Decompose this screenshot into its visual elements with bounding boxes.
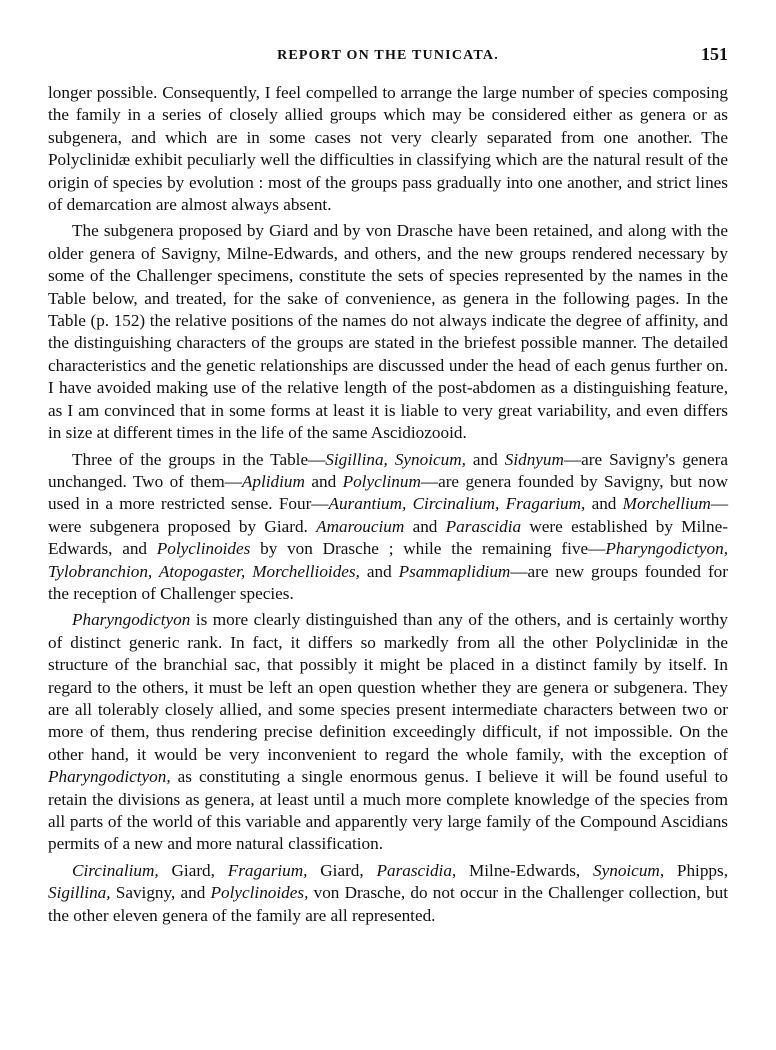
text-run: —are Savigny's genera unchanged. Two of them— [48, 449, 729, 491]
paragraph-3 [48, 449, 728, 606]
italic-taxon-name: Synoicum, [593, 860, 665, 880]
italic-taxon-name: Polyclinum [342, 471, 421, 491]
text-run: Giard, [158, 860, 228, 880]
italic-taxon-name: Polyclinoides, [210, 883, 309, 903]
running-header [48, 44, 728, 68]
running-title: REPORT ON THE TUNICATA. [277, 48, 499, 63]
text-run: is more clearly distinguished than any of the others, and is certainly worthy of distinct generic rank. In fact, it differs so markedly from all the other Polyclinidæ in the structure of the branchial sac, that possibly it might be placed in a distinct family by itself. In regard to the others, it must be left an open question whether they are genera or subgenera. They are all tolerably closely allied, and some species present intermediate characters between two or more of them, thus rendering precise definition exceedingly difficult, if not impossible. On the other hand, it would be very inconvenient to regard the whole family, with the exception of [48, 610, 728, 764]
italic-taxon-name: Pharyngodictyon, [48, 767, 171, 787]
text-run: —are new groups founded for the reception of Challenger species. [48, 561, 728, 603]
italic-taxon-name: Morchellium [622, 494, 711, 514]
italic-taxon-name: Pharyngodictyon, Tylobranchion, Atopogaster, Morchellioides, [48, 539, 728, 581]
paragraph-2 [48, 220, 728, 444]
text-run: and [404, 516, 446, 536]
italic-taxon-name: Parascidia [445, 516, 522, 536]
text-run: Phipps, [664, 860, 729, 880]
text-run: by von Drasche ; while the remaining five— [250, 539, 606, 559]
text-run: as constituting a single enormous genus. I believe it will be found useful to retain the divisions as genera, at least until a much more complete knowledge of the species from all parts of the world of this variable and apparently very large family of the Compound Ascidians permits of a new and more natural classification. [48, 767, 728, 854]
italic-taxon-name: Aurantium, Circinalium, Fragarium, [328, 494, 586, 514]
text-run: were established by Milne-Edwards, and [48, 516, 728, 559]
text-run: and [359, 561, 399, 581]
text-run: Three of the groups in the Table— [72, 449, 326, 469]
page-number: 151 [701, 44, 728, 64]
italic-taxon-name: Sigillina, [48, 883, 111, 903]
text-run: and [465, 449, 505, 469]
italic-taxon-name: Fragarium, [227, 860, 308, 880]
text-run: longer possible. Consequently, I feel compelled to arrange the large number of species composing the family in a series of closely allied groups which may be considered either as genera or as subgenera, and which are in some cases not very clearly separated from one another. The Polyclinidæ exhibit peculiarly well the difficulties in classifying which are the natural result of the origin of species by evolution : most of the groups pass gradually into one another, and strict lines of demarcation are almost always absent. [48, 83, 728, 215]
body-text [48, 82, 728, 931]
text-run: and [304, 471, 343, 491]
text-run: Giard, [307, 860, 377, 880]
italic-taxon-name: Sigillina, Synoicum, [325, 449, 466, 469]
italic-taxon-name: Polyclinoides [156, 539, 251, 559]
italic-taxon-name: Parascidia, [376, 860, 457, 880]
paragraph-1 [48, 82, 728, 216]
italic-taxon-name: Amaroucium [316, 516, 405, 536]
italic-taxon-name: Circinalium, [72, 860, 159, 880]
italic-taxon-name: Pharyngodictyon [72, 610, 191, 630]
paragraph-4 [48, 609, 728, 855]
italic-taxon-name: Aplidium [241, 471, 305, 491]
italic-taxon-name: Psammaplidium [398, 561, 511, 581]
text-run: The subgenera proposed by Giard and by von Drasche have been retained, and along with the older genera of Savigny, Milne-Edwards, and others, and the new groups rendered necessary by some of the Challenger specimens, constitute the sets of species represented by the names in the Table below, and treated, for the sake of convenience, as genera in the following pages. In the Table (p. 152) the relative positions of the names do not always indicate the degree of affinity, and the distinguishing characters of the groups are stated in the briefest possible manner. The detailed characteristics and the genetic relationships are discussed under the head of each genus further on. I have avoided making use of the relative length of the post-abdomen as a distinguishing feature, as I am convinced that in some forms at least it is liable to very great variability, and even differs in size at different times in the life of the same Ascidiozooid. [48, 221, 728, 443]
text-run: and [585, 494, 623, 514]
text-run: —are genera founded by Savigny, but now used in a more restricted sense. Four— [48, 471, 728, 514]
paragraph-5 [48, 860, 728, 927]
text-run: Milne-Edwards, [456, 860, 593, 880]
text-run: Savigny, and [110, 883, 211, 903]
italic-taxon-name: Sidnyum [504, 449, 564, 469]
text-run: von Drasche, do not occur in the Challenger collection, but the other eleven genera of the family are all represented. [48, 883, 728, 925]
text-run: —were subgenera proposed by Giard. [48, 494, 728, 536]
